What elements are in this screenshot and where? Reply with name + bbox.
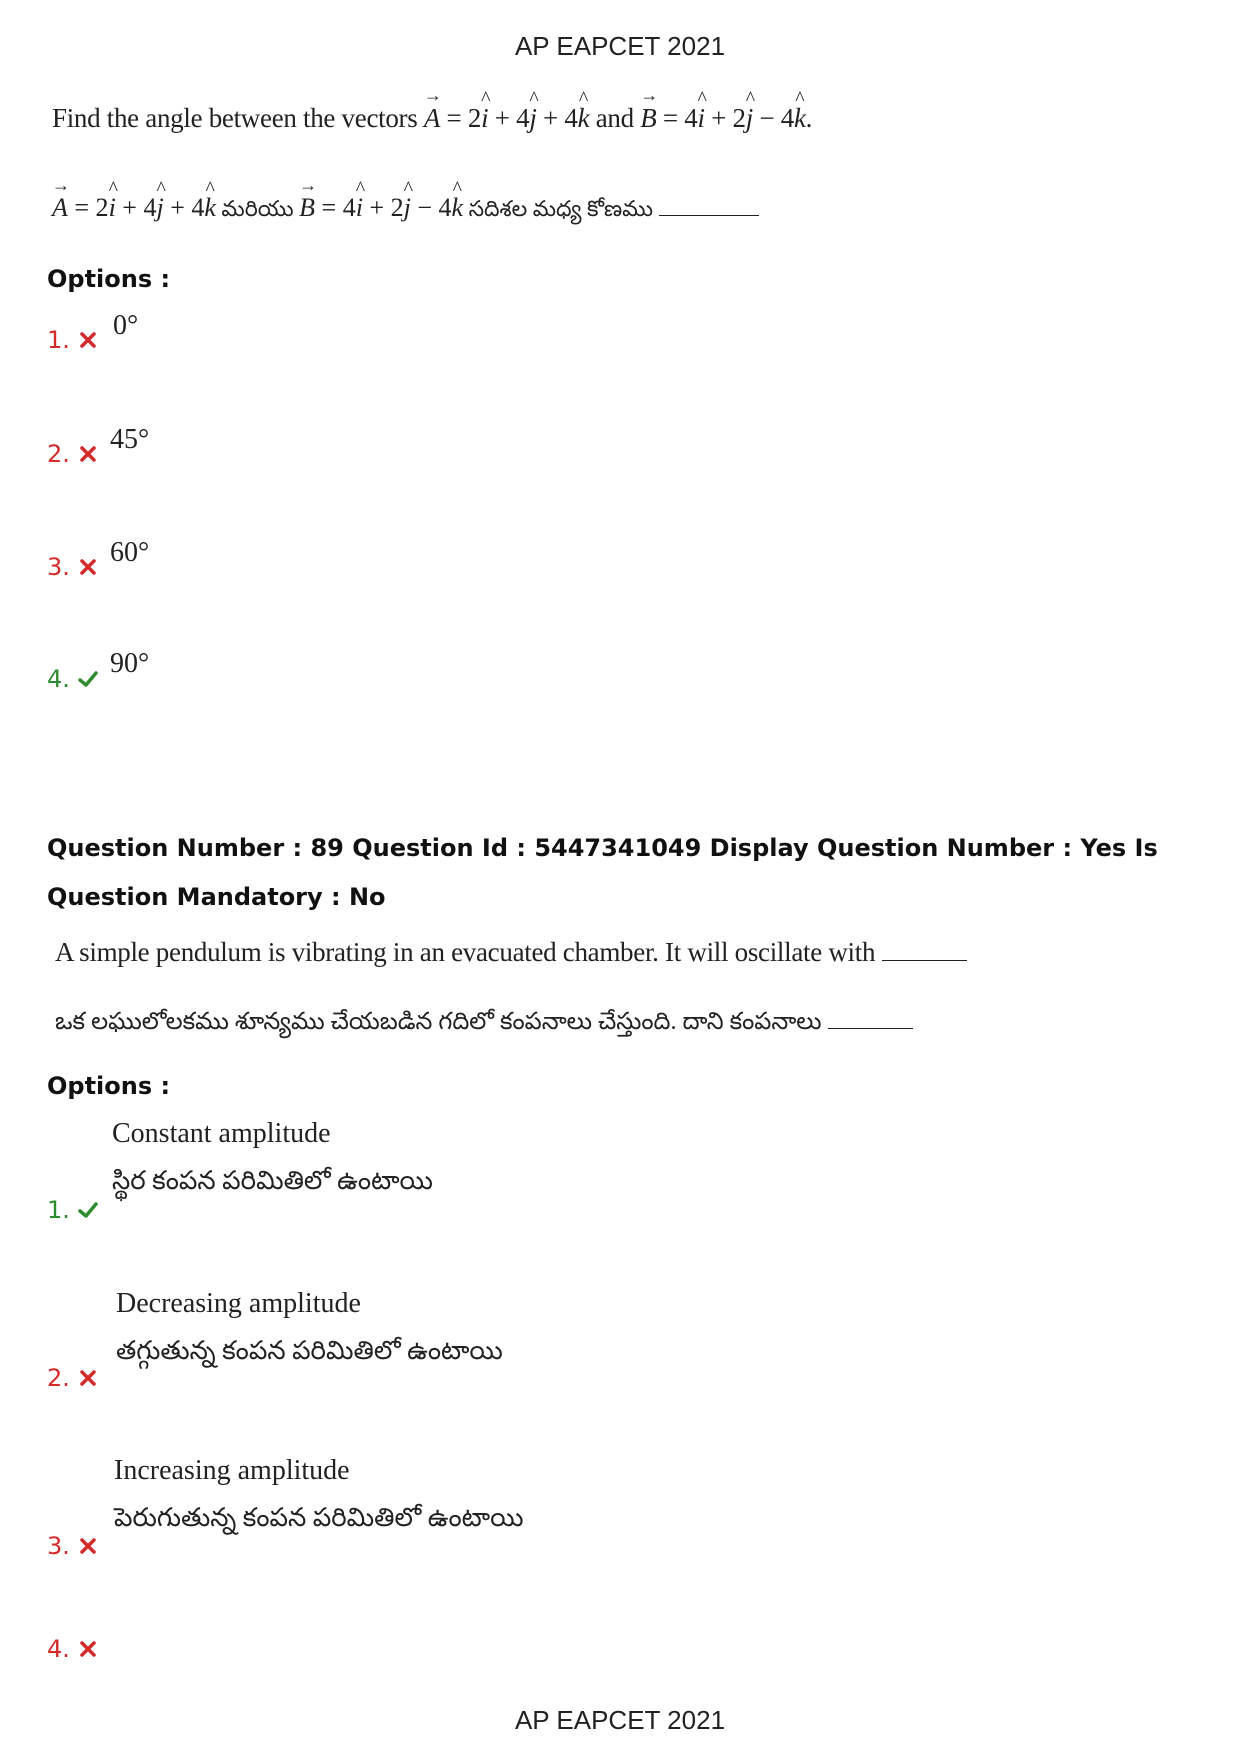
check-icon bbox=[78, 1200, 98, 1220]
option-row: 4. bbox=[47, 665, 98, 693]
cross-icon bbox=[78, 1368, 98, 1388]
cross-icon bbox=[78, 444, 98, 464]
answer-blank bbox=[828, 1028, 913, 1029]
option-text-telugu: పెరుగుతున్న కంపన పరిమితిలో ఉంటాయి bbox=[114, 1503, 524, 1532]
options-label: Options : bbox=[47, 265, 171, 293]
option-row: 2. bbox=[47, 1364, 98, 1392]
vector-b: → B bbox=[640, 103, 656, 134]
option-text: 90° bbox=[110, 648, 150, 679]
vector-a: → A bbox=[424, 103, 440, 134]
option-text: 0° bbox=[113, 310, 139, 341]
option-text-telugu: తగ్గుతున్న కంపన పరిమితిలో ఉంటాయి bbox=[116, 1336, 503, 1365]
page-header: AP EAPCET 2021 bbox=[514, 31, 726, 61]
question-88-telugu: → A = 2^ i + 4^ j + 4^ k మరియు → B = 4^ i + 2^ j − 4^ k సదిశల మధ్య కోణము bbox=[52, 193, 759, 227]
options-label: Options : bbox=[47, 1072, 171, 1100]
option-text-english: Decreasing amplitude bbox=[116, 1288, 361, 1319]
option-row: 2. bbox=[47, 440, 98, 468]
option-row: 3. bbox=[47, 553, 98, 581]
option-text-english: Increasing amplitude bbox=[114, 1455, 350, 1486]
question-meta: Question Number : 89 Question Id : 5447341049 Display Question Number : Yes Is Question Mandatory : No bbox=[47, 834, 1158, 911]
cross-icon bbox=[78, 1639, 98, 1659]
question-88-english: Find the angle between the vectors → A = 2^ i + 4^ j + 4^ k and → B = 4^ i + 2^ j − 4^ k. bbox=[52, 103, 812, 134]
question-89-english: A simple pendulum is vibrating in an evacuated chamber. It will oscillate with bbox=[55, 937, 967, 968]
cross-icon bbox=[78, 330, 98, 350]
answer-blank bbox=[659, 215, 759, 216]
check-icon bbox=[78, 669, 98, 689]
option-text-telugu: స్థిర కంపన పరిమితిలో ఉంటాయి bbox=[112, 1166, 433, 1195]
page-footer: AP EAPCET 2021 bbox=[514, 1705, 726, 1735]
option-row: 1. bbox=[47, 326, 98, 354]
option-row: 3. bbox=[47, 1532, 98, 1560]
option-row: 1. bbox=[47, 1196, 98, 1224]
cross-icon bbox=[78, 1536, 98, 1556]
option-text: 45° bbox=[110, 424, 150, 455]
option-text-english: Constant amplitude bbox=[112, 1118, 331, 1149]
question-89-telugu: ఒక లఘులోలకము శూన్యము చేయబడిన గదిలో కంపనాలు చేస్తుంది. దాని కంపనాలు bbox=[55, 1008, 913, 1041]
option-text: 60° bbox=[110, 537, 150, 568]
option-row: 4. bbox=[47, 1635, 98, 1663]
cross-icon bbox=[78, 557, 98, 577]
answer-blank bbox=[882, 960, 967, 961]
